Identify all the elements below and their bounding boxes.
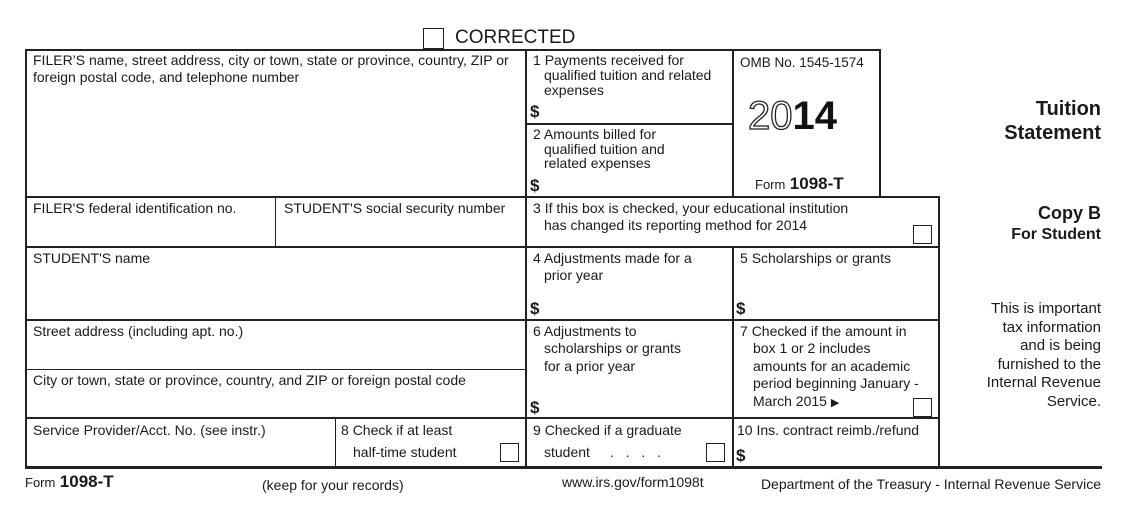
col-divider-account xyxy=(335,417,336,469)
box7-line4: period beginning January - xyxy=(753,375,919,391)
box5-line1: Scholarships or grants xyxy=(751,250,891,266)
box7-line5-wrap xyxy=(753,393,839,412)
box9-line1: Checked if a graduate xyxy=(544,422,682,438)
box3-label xyxy=(533,200,848,217)
box9-checkbox[interactable] xyxy=(706,443,725,462)
form-title-line2: Statement xyxy=(1004,122,1101,144)
box10-label xyxy=(737,422,919,439)
box2-number: 2 xyxy=(533,126,541,142)
footer-keep-records: (keep for your records) xyxy=(262,477,404,493)
corrected-label: CORRECTED xyxy=(455,27,576,48)
filer-name-label: FILER’S name, street address, city or town, state or province, country, ZIP or xyxy=(33,52,509,68)
student-name-field[interactable] xyxy=(30,268,520,316)
box4-number: 4 xyxy=(533,250,541,266)
student-ssn-label: STUDENT'S social security number xyxy=(284,200,506,216)
box7-label xyxy=(740,323,907,340)
box6-amount-field[interactable] xyxy=(546,396,726,416)
box7-checkbox[interactable] xyxy=(913,398,932,417)
filer-name-field[interactable] xyxy=(30,88,520,193)
box2-line1: Amounts billed for xyxy=(543,126,656,142)
notice-line1: This is important xyxy=(990,300,1101,317)
box8-label xyxy=(341,422,452,439)
box10-amount-field[interactable] xyxy=(752,444,932,464)
box6-line1: Adjustments to xyxy=(543,323,637,339)
row-divider-1 xyxy=(25,196,940,198)
box8-number: 8 xyxy=(341,422,349,438)
student-name-label: STUDENT'S name xyxy=(33,250,151,266)
box8-line1: Check if at least xyxy=(352,422,453,438)
box7-line1: Checked if the amount in xyxy=(751,323,907,339)
street-address-field[interactable] xyxy=(30,341,520,367)
col-divider-filer xyxy=(525,49,527,469)
city-label: City or town, state or province, country, and ZIP or foreign postal code xyxy=(33,372,466,388)
row-divider-2 xyxy=(25,246,940,248)
notice-line6: Service. xyxy=(1046,392,1101,410)
box1-dollar: $ xyxy=(530,102,540,121)
city-field[interactable] xyxy=(30,390,520,415)
footer-form-id xyxy=(25,472,114,492)
box7-line3: amounts for an academic xyxy=(753,358,911,374)
box9-label xyxy=(533,422,682,439)
box2-dollar: $ xyxy=(530,176,540,195)
box8-line2: half-time student xyxy=(353,444,457,460)
box6-dollar: $ xyxy=(530,398,540,417)
col-divider-box4-box5 xyxy=(732,246,734,469)
box2-amount-field[interactable] xyxy=(546,174,726,194)
box10-line1: Ins. contract reimb./refund xyxy=(756,422,920,438)
notice-line2: tax information xyxy=(1002,318,1101,336)
box2-line3: related expenses xyxy=(544,155,651,171)
form-title xyxy=(1004,97,1101,145)
box1-amount-field[interactable] xyxy=(546,100,726,120)
filer-name-label-cont: foreign postal code, and telephone number xyxy=(33,69,300,85)
footer-form-prefix: Form xyxy=(25,475,56,490)
arrow-right-icon: ▶ xyxy=(830,397,840,409)
tax-year xyxy=(748,94,837,138)
box10-dollar: $ xyxy=(736,446,746,465)
box6-line3: for a prior year xyxy=(544,358,636,374)
box6-number: 6 xyxy=(533,323,541,339)
box1-line1: Payments received for xyxy=(544,52,684,68)
box5-amount-field[interactable] xyxy=(752,297,932,317)
box4-amount-field[interactable] xyxy=(546,297,726,317)
bottom-border xyxy=(25,466,1102,469)
notice-line5: Internal Revenue xyxy=(986,374,1101,391)
account-number-label: Service Provider/Acct. No. (see instr.) xyxy=(33,422,266,438)
copy-b-title: Copy B xyxy=(1038,203,1101,223)
box7-line5: March 2015 xyxy=(753,393,827,409)
filer-fein-field[interactable] xyxy=(30,218,270,243)
top-border xyxy=(25,49,881,51)
box4-line2: prior year xyxy=(544,267,604,283)
box4-dollar: $ xyxy=(530,299,540,318)
box1-line2: qualified tuition and related xyxy=(544,67,712,83)
box4-line1: Adjustments made for a xyxy=(543,250,692,266)
col-divider-omb-right xyxy=(879,49,881,197)
important-notice xyxy=(987,300,1101,411)
omb-number: OMB No. 1545-1574 xyxy=(740,55,864,70)
box5-label xyxy=(740,250,891,267)
form-id-header xyxy=(755,174,844,194)
corrected-checkbox[interactable] xyxy=(423,28,444,49)
box9-dots: . . . . xyxy=(609,444,666,460)
box7-line2: box 1 or 2 includes xyxy=(753,340,871,356)
box3-line1: If this box is checked, your educational institution xyxy=(544,200,849,216)
box1-line3: expenses xyxy=(544,82,604,98)
tax-year-bold: 14 xyxy=(792,94,837,138)
notice-line3: and is being xyxy=(1020,337,1101,354)
col-divider-fein xyxy=(275,196,276,247)
copy-b-subtitle: For Student xyxy=(1011,226,1101,243)
notice-line4: furnished to the xyxy=(997,355,1101,373)
form-id-name: 1098-T xyxy=(789,174,844,193)
box1-number: 1 xyxy=(533,52,541,68)
row-divider-street-city xyxy=(25,369,526,370)
box3-line2: has changed its reporting method for 2014 xyxy=(544,217,808,233)
footer-department: Department of the Treasury - Internal Revenue Service xyxy=(760,476,1101,492)
filer-fein-label: FILER'S federal identification no. xyxy=(33,200,237,216)
left-border xyxy=(25,49,27,469)
col-divider-box3-right xyxy=(938,196,940,469)
box4-label xyxy=(533,250,692,267)
box3-number: 3 xyxy=(533,200,541,216)
tax-year-outline: 20 xyxy=(748,94,793,138)
row-divider-4 xyxy=(25,417,940,419)
account-number-field[interactable] xyxy=(30,440,330,464)
row-divider-3 xyxy=(25,319,940,321)
box6-label xyxy=(533,323,637,340)
box2-line2: qualified tuition and xyxy=(544,141,665,157)
footer-form-name: 1098-T xyxy=(59,472,114,491)
box5-dollar: $ xyxy=(736,299,746,318)
box3-checkbox[interactable] xyxy=(913,225,932,244)
row-divider-box1-box2 xyxy=(525,123,734,125)
box10-number: 10 xyxy=(737,422,753,438)
student-ssn-field[interactable] xyxy=(280,218,520,243)
form-title-line1: Tuition xyxy=(1035,98,1101,120)
footer-url: www.irs.gov/form1098t xyxy=(562,474,704,490)
street-address-label: Street address (including apt. no.) xyxy=(33,323,244,339)
box9-line2: student xyxy=(544,444,590,460)
box5-number: 5 xyxy=(740,250,748,266)
box8-checkbox[interactable] xyxy=(500,443,519,462)
box9-line2-wrap xyxy=(544,444,665,461)
box9-number: 9 xyxy=(533,422,541,438)
box7-number: 7 xyxy=(740,323,748,339)
box6-line2: scholarships or grants xyxy=(544,340,681,356)
form-id-prefix: Form xyxy=(755,177,786,192)
